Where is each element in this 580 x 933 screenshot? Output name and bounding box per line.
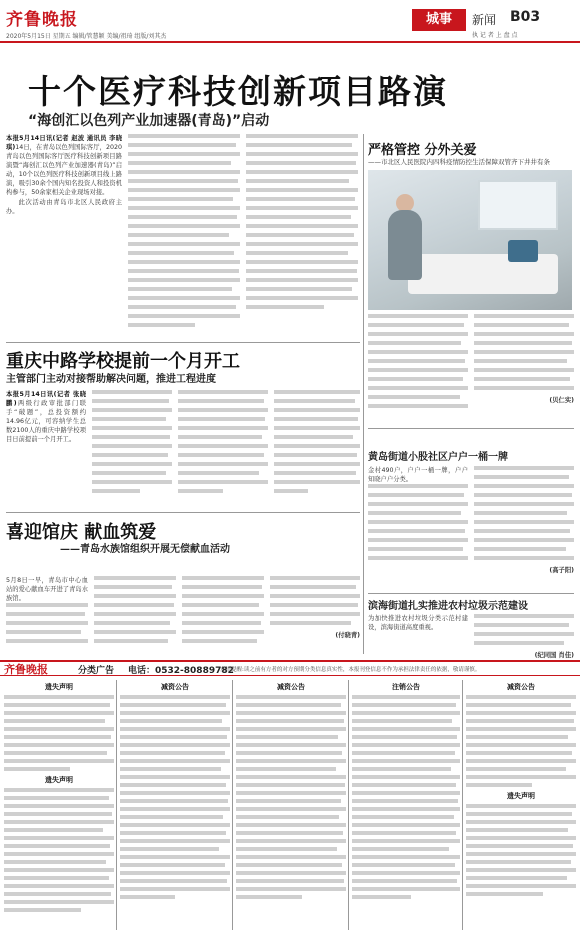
classifieds-title: 分类广告 <box>78 666 115 676</box>
ad-title: 减资公告 <box>161 683 189 691</box>
side3-headline: 滨海街道扎实推进农村垃圾示范建设 <box>368 601 528 612</box>
ad-divider <box>348 680 349 930</box>
ad-divider <box>462 680 463 930</box>
story3-headline: 喜迎馆庆 献血筑爱 <box>6 522 157 543</box>
side2-author: (高子阳) <box>549 567 574 574</box>
section-tag: 城事 <box>412 9 466 31</box>
ad-title: 遗失声明 <box>45 683 73 691</box>
side-divider <box>368 428 574 429</box>
ad-title: 减资公告 <box>507 683 535 691</box>
story2-column-1 <box>6 390 86 508</box>
photo-person <box>388 210 422 280</box>
editors-line: 执 记 者 上 盘 点 <box>472 32 518 39</box>
story3-paragraph-1: 5月8日一早，青岛市中心血站的爱心献血车开进了青岛水族馆。 <box>6 577 88 602</box>
side1-column-2 <box>474 314 574 426</box>
side3-column-2 <box>474 614 574 660</box>
lead-column-2 <box>128 134 240 344</box>
side1-subhead: ——市北区人民医院内四科疫情防控生活保障双管齐下井井有条 <box>368 158 550 166</box>
ad-column-4 <box>352 680 460 930</box>
side3-column-1 <box>368 614 468 658</box>
classifieds-phone: 电话：0532-80889782 <box>128 666 234 676</box>
ad-divider <box>232 680 233 930</box>
side1-column-1 <box>368 314 468 424</box>
ad-column-2 <box>120 680 230 930</box>
classifieds-band <box>0 660 580 676</box>
story3-author: (付晓青) <box>335 632 360 639</box>
side1-headline: 严格管控 分外关爱 <box>368 143 477 158</box>
story2-column-3 <box>178 390 268 508</box>
photo-chair <box>508 240 538 262</box>
side2-headline: 黄岛街道小股社区户户一桶一牌 <box>368 452 508 463</box>
masthead-rule <box>0 41 580 43</box>
story2-byline: 本报5月14日讯(记者 张晓鹏) <box>6 391 86 407</box>
side2-column-1 <box>368 466 468 590</box>
story2-subhead: 主管部门主动对接帮助解决问题，推进工程进度 <box>6 374 216 385</box>
story3-column-2 <box>94 576 176 654</box>
hospital-ward-photo <box>368 170 572 310</box>
story3-subhead: ——青岛水族馆组织开展无偿献血活动 <box>60 544 230 555</box>
lead-column-3 <box>246 134 358 344</box>
section-name: 新闻 <box>472 13 497 27</box>
issue-meta: 2020年5月15日 星期五 编辑/管慧颖 美编/祖琦 组版/刘其杰 <box>6 33 167 40</box>
story3-column-4 <box>270 576 360 656</box>
side3-paragraph-1: 为加快推进农村垃圾分类示范村建设，滨海街道高度重视。 <box>368 615 468 631</box>
story-divider-2 <box>6 512 360 513</box>
ad-column-1 <box>4 680 114 930</box>
story2-paragraph-1: 两级行政审批部门联手“破题”，总投资额约14.96亿元，可容纳学生总数2100人的重庆中路学校项目日前提前一个月开工。 <box>6 400 86 443</box>
lead-headline: 十个医疗科技创新项目路演 <box>28 72 448 111</box>
lead-byline: 本报5月14日讯(记者 赵波 通讯员 李晓琪) <box>6 135 122 151</box>
classifieds-logo: 齐鲁晚报 <box>4 663 48 676</box>
side3-author: (纪同国 肖佳) <box>534 652 574 659</box>
ad-title: 注销公告 <box>392 683 420 691</box>
side2-paragraph-1: 金村490户，户户一桶一牌，户户知晓户户分类。 <box>368 467 468 483</box>
masthead <box>0 0 580 46</box>
ad-column-3 <box>236 680 346 930</box>
side1-author: (贝仁实) <box>549 397 574 404</box>
story-divider <box>6 342 360 343</box>
story2-column-2 <box>92 390 172 508</box>
classifieds-note: 友情提醒:读之前有方者的对方预期分类信息真实性，本报刊登信息不作为承担法律责任的依据，敬请谨慎。 <box>220 667 481 673</box>
story2-headline: 重庆中路学校提前一个月开工 <box>6 351 240 372</box>
lead-subhead: “海创汇以色列产业加速器(青岛)”启动 <box>28 113 270 129</box>
side-divider-2 <box>368 593 574 594</box>
story2-column-4 <box>274 390 360 508</box>
column-divider <box>363 134 364 654</box>
lead-column-1 <box>6 134 122 354</box>
ad-title: 遗失声明 <box>507 792 535 800</box>
story3-column-3 <box>182 576 264 654</box>
ad-divider <box>116 680 117 930</box>
newspaper-logo: 齐鲁晚报 <box>6 10 78 30</box>
ad-title: 遗失声明 <box>45 776 73 784</box>
photo-window <box>478 180 558 230</box>
lead-paragraph-1: 14日，在青岛以色列国际客厅，2020青岛以色列国际客厅医疗科技创新项目路演暨“海创汇以色列产业加速器(青岛)”启动，10个以色列医疗科技创新项目线上路演，吸引30余个国内知名投资人和投资机构参与，50余家相关企业现场对接。 <box>6 144 122 196</box>
lead-paragraph-2: 此次活动由青岛市北区人民政府主办。 <box>6 199 122 215</box>
side2-column-2 <box>474 466 574 592</box>
ad-column-5 <box>466 680 576 930</box>
page-number: B03 <box>510 9 541 25</box>
ad-title: 减资公告 <box>277 683 305 691</box>
story3-column-1 <box>6 576 88 654</box>
